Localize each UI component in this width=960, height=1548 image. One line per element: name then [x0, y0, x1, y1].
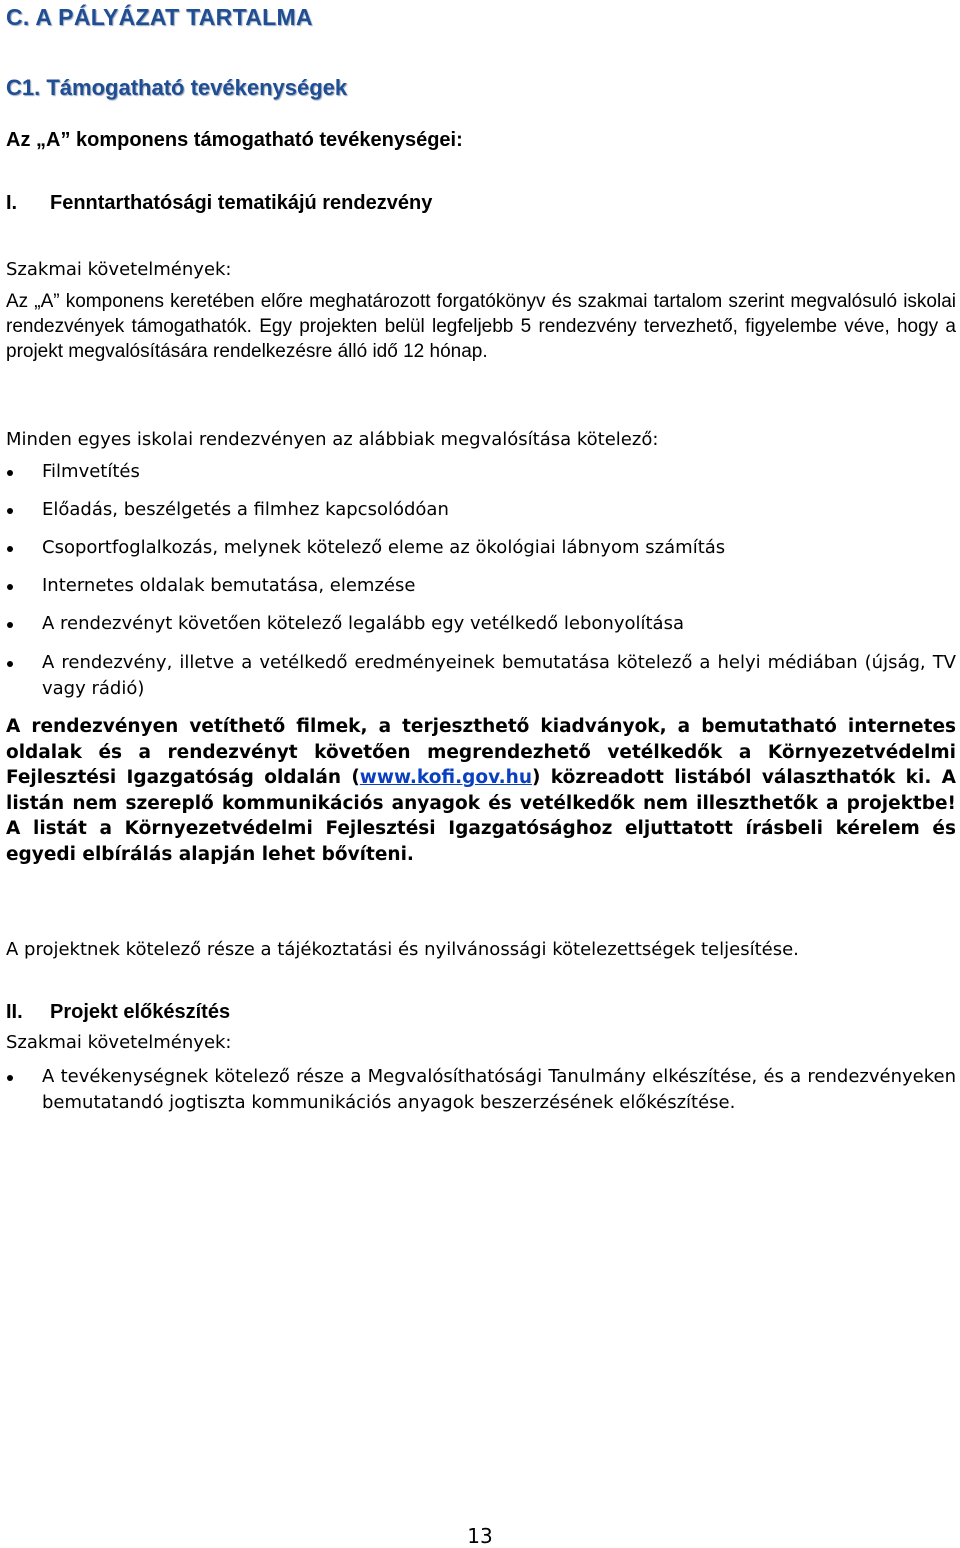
bullet-icon [7, 661, 13, 667]
bullet-icon [7, 508, 13, 514]
page-number: 13 [467, 1524, 493, 1548]
bullet-icon [7, 546, 13, 552]
bullet-icon [7, 584, 13, 590]
section-1-number: I. [6, 192, 18, 214]
list-item-text: Csoportfoglalkozás, melynek kötelező eleme az ökológiai lábnyom számítás [42, 537, 726, 558]
publicity-sentence: A projektnek kötelező része a tájékoztatási és nyilvánossági kötelezettségek teljesítése. [6, 939, 799, 960]
section-1-title: Fenntarthatósági tematikájú rendezvény [50, 192, 433, 214]
section-2-heading [6, 1001, 230, 1024]
section-1-heading [6, 192, 432, 215]
bullet-icon [7, 622, 13, 628]
requirements-label-2: Szakmai követelmények: [6, 1032, 232, 1053]
main-heading: C. A PÁLYÁZAT TARTALMA [6, 4, 313, 30]
component-title: Az „A” komponens támogatható tevékenységei: [6, 129, 463, 151]
kofi-website-link[interactable]: www.kofi.gov.hu [359, 767, 533, 788]
paragraph-text-end: ) közreadott listából választhatók ki. A listán nem szereplő kommunikációs anyagok és vetélkedők nem illeszthetők a projektbe! A listát a Környezetvédelmi Fejlesztési Igazgatósághoz eljuttatott írásbeli kérelem és egyedi elbírálás alapján lehet bővíteni. [6, 767, 956, 865]
list-item-text: A tevékenységnek kötelező része a Megvalósíthatósági Tanulmány elkészítése, és a rendezvényeken bemutatandó jogtiszta kommunikációs anyagok beszerzésének előkészítése. [42, 1066, 956, 1113]
bullet-icon [7, 1075, 13, 1081]
list-item-text: Internetes oldalak bemutatása, elemzése [42, 575, 416, 596]
mandatory-intro: Minden egyes iskolai rendezvényen az alábbiak megvalósítása kötelező: [6, 429, 659, 450]
intro-paragraph: Az „A” komponens keretében előre meghatározott forgatókönyv és szakmai tartalom szerint megvalósuló iskolai rendezvények támogathatók. Egy projekten belül legfeljebb 5 rendezvény tervezhető, figyelembe véve, hogy a projekt megvalósítására rendelkezésre álló idő 12 hónap. [6, 291, 956, 362]
list-item-text: Filmvetítés [42, 461, 140, 482]
paragraph-text-start: A rendezvényen vetíthető filmek, a terjeszthető kiadványok, a bemutatható internetes oldalak és a rendezvényt követően megrendezhető vetélkedők a Környezetvédelmi Fejlesztési Igazgatóság oldalán ( [6, 716, 956, 788]
section-2-title: Projekt előkészítés [50, 1001, 231, 1023]
section-2-number: II. [6, 1001, 23, 1023]
list-item-text: A rendezvény, illetve a vetélkedő eredményeinek bemutatása kötelező a helyi médiában (újság, TV vagy rádió) [42, 652, 956, 699]
list-item-text: Előadás, beszélgetés a filmhez kapcsolódóan [42, 499, 449, 520]
film-list-paragraph [6, 714, 956, 867]
sub-heading: C1. Támogatható tevékenységek [6, 75, 348, 100]
requirements-label-1: Szakmai követelmények: [6, 259, 232, 280]
list-item-text: A rendezvényt követően kötelező legalább egy vetélkedő lebonyolítása [42, 613, 684, 634]
bullet-icon [7, 470, 13, 476]
